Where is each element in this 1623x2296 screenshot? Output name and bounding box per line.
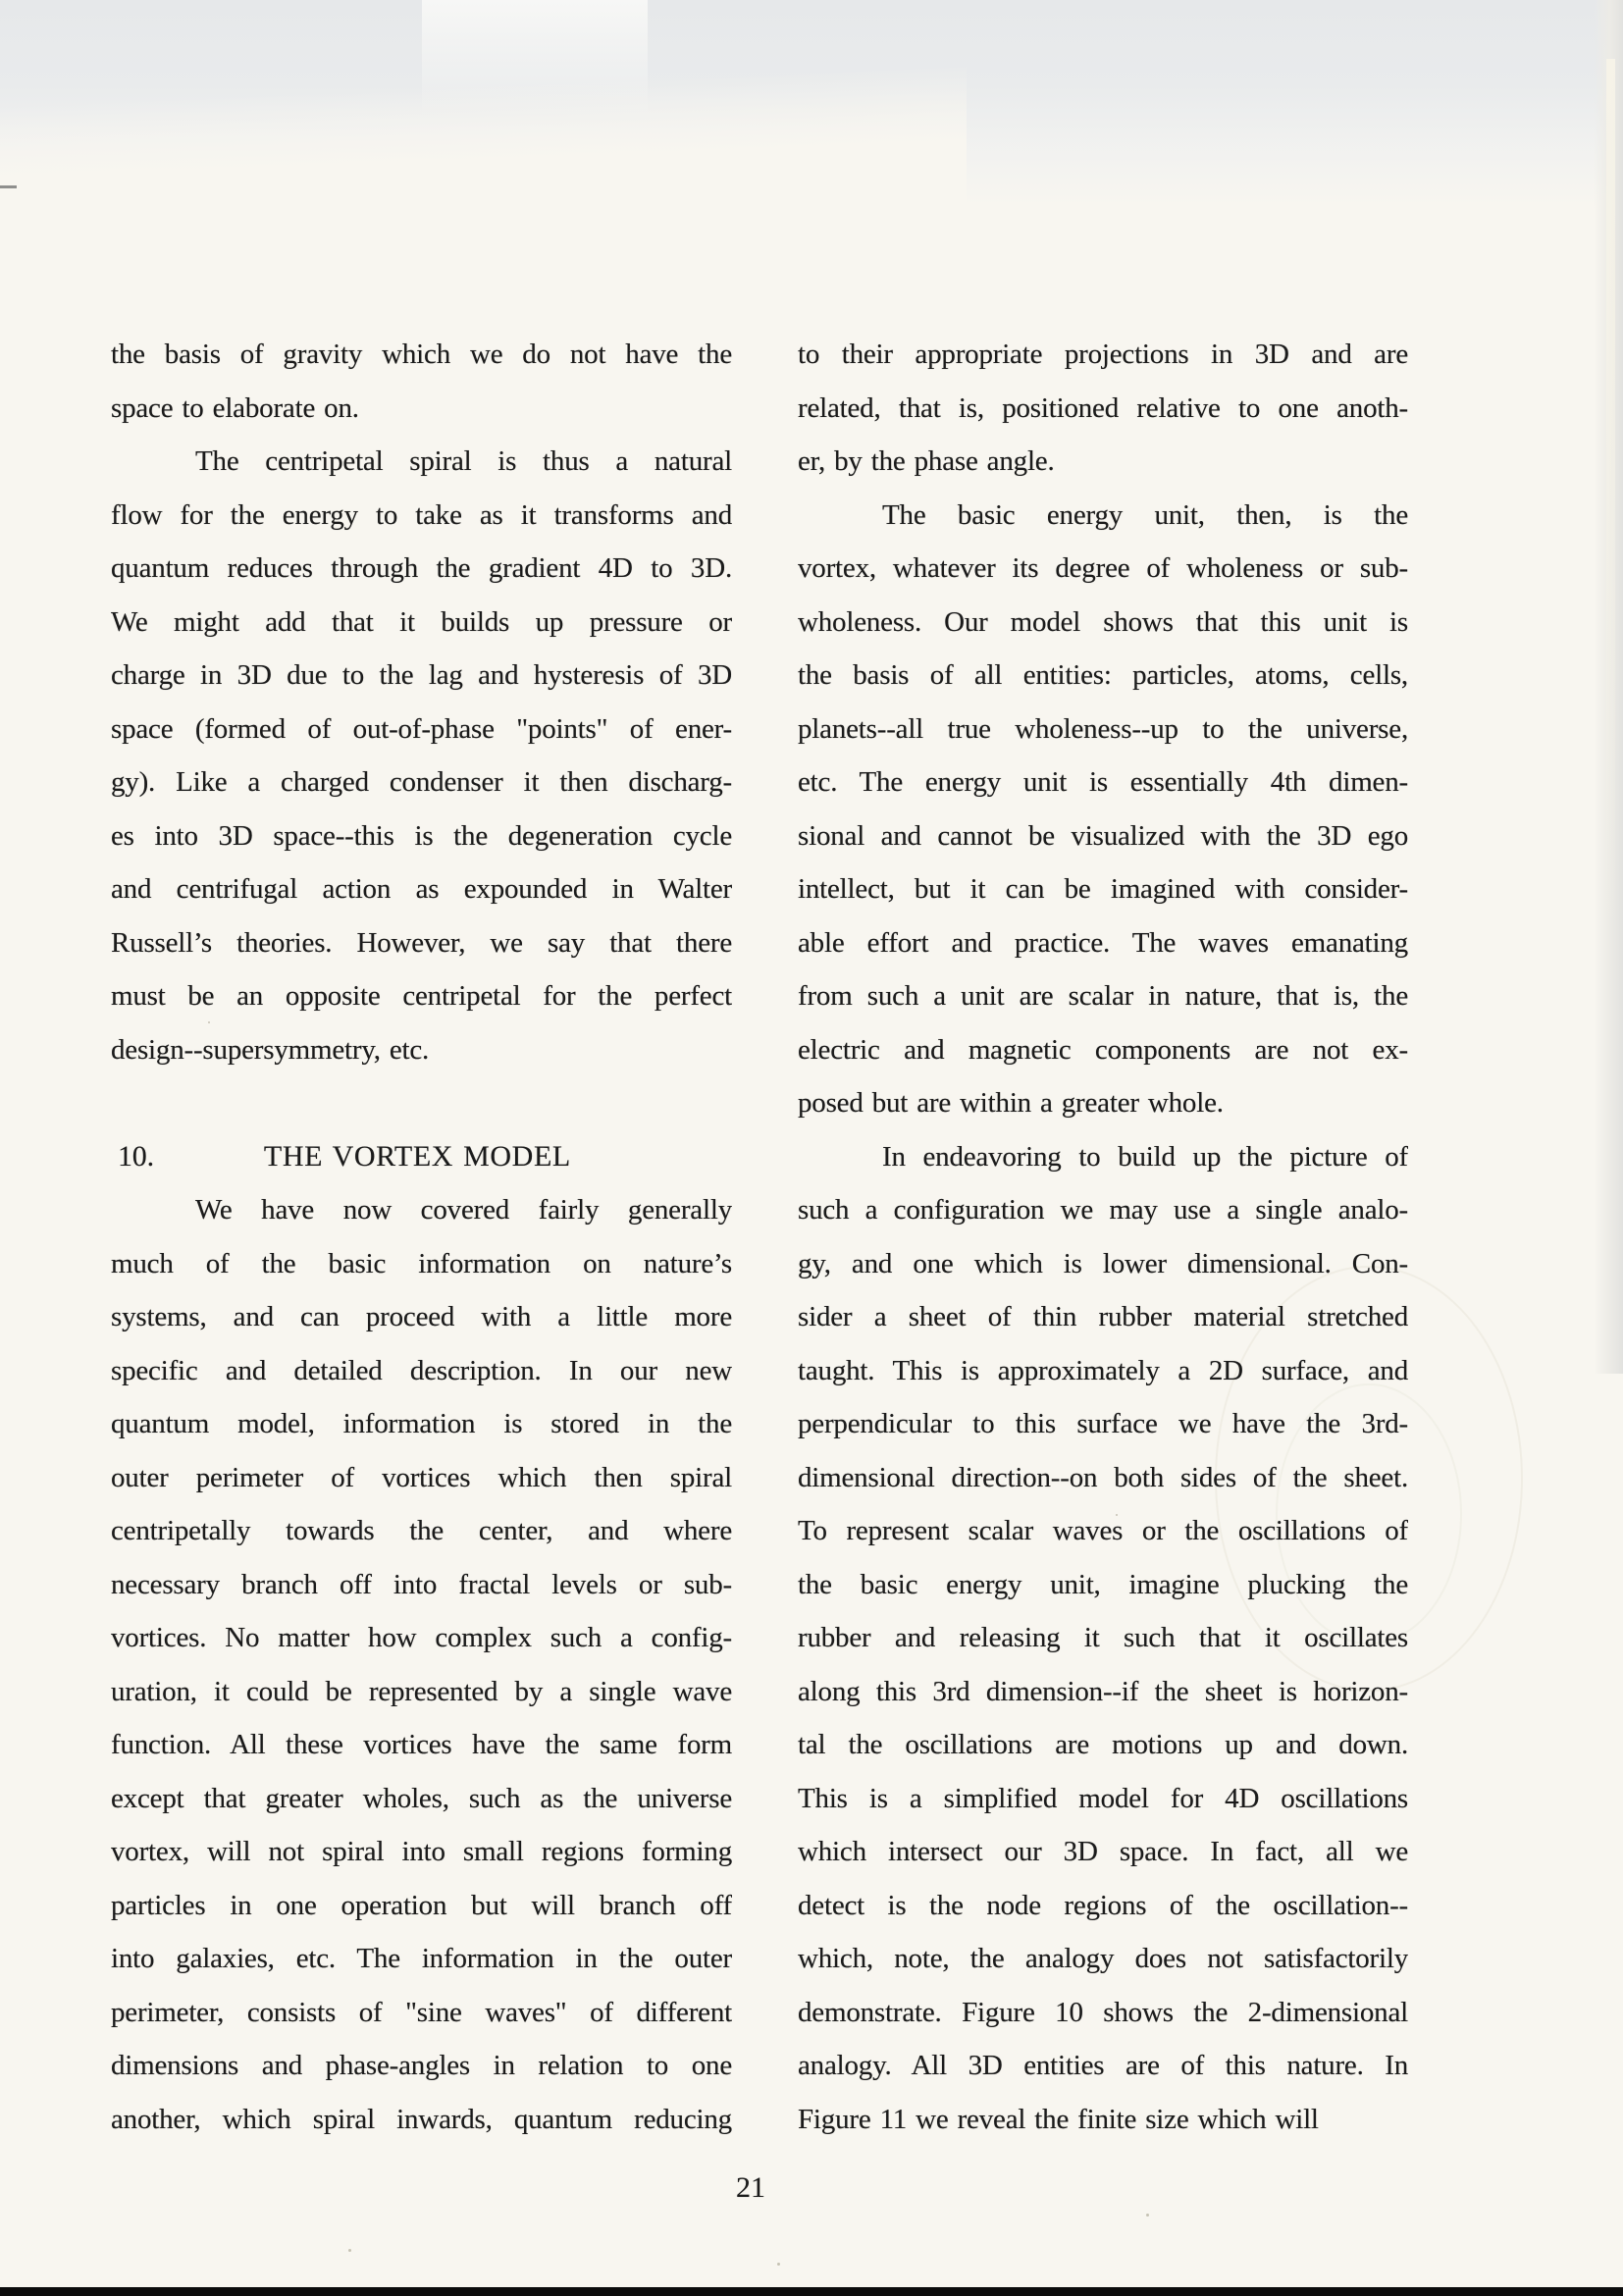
text-line: vortex, whatever its degree of wholeness or sub- [798, 552, 1408, 584]
text-line: tal the oscillations are motions up and down. [798, 1729, 1408, 1760]
text-line: dimensional direction--on both sides of the sheet. [798, 1461, 1408, 1493]
scan-artifact-edge-dash [0, 185, 17, 188]
text-line: space to elaborate on. [111, 391, 359, 424]
text-line: such a configuration we may use a single analo- [798, 1194, 1408, 1226]
text-line: posed but are within a greater whole. [798, 1087, 1224, 1119]
text-line: gy). Like a charged condenser it then discharg- [111, 766, 732, 798]
text-line: particles in one operation but will branch off [111, 1889, 732, 1921]
text-line: uration, it could be represented by a single wave [111, 1675, 732, 1707]
text-line: detect is the node regions of the oscillation-- [798, 1889, 1408, 1921]
text-line: We might add that it builds up pressure or [111, 605, 732, 638]
text-line: In endeavoring to build up the picture of [882, 1140, 1408, 1173]
text-line: except that greater wholes, such as the universe [111, 1782, 732, 1814]
text-line: vortex, will not spiral into small regions forming [111, 1836, 732, 1867]
text-line: able effort and practice. The waves emanating [798, 926, 1408, 959]
blank-line [111, 1076, 732, 1130]
text-line: Russell’s theories. However, we say that there [111, 926, 732, 959]
text-line: outer perimeter of vortices which then spiral [111, 1461, 732, 1493]
text-line: into galaxies, etc. The information in the outer [111, 1943, 732, 1974]
text-column-left [111, 328, 732, 2146]
text-line: vortices. No matter how complex such a config- [111, 1622, 732, 1653]
text-line: which, note, the analogy does not satisfactorily [798, 1943, 1408, 1974]
text-line: perimeter, consists of "sine waves" of different [111, 1996, 732, 2028]
scan-artifact-bottom-bar [0, 2287, 1623, 2296]
text-line: design--supersymmetry, etc. [111, 1033, 430, 1066]
text-line: centripetally towards the center, and where [111, 1515, 732, 1546]
text-line: and centrifugal action as expounded in Walter [111, 873, 732, 905]
text-line: intellect, but it can be imagined with consider- [798, 873, 1408, 905]
text-line: which intersect our 3D space. In fact, all we [798, 1836, 1408, 1867]
text-line: The centripetal spiral is thus a natural [195, 445, 732, 477]
text-line: specific and detailed description. In our new [111, 1354, 732, 1386]
text-line: quantum model, information is stored in the [111, 1408, 732, 1439]
text-line: This is a simplified model for 4D oscillations [798, 1782, 1408, 1814]
text-line: etc. The energy unit is essentially 4th dimen- [798, 766, 1408, 798]
text-line: to their appropriate projections in 3D and are [798, 339, 1408, 370]
text-line: dimensions and phase-angles in relation to one [111, 2050, 732, 2081]
text-line: systems, and can proceed with a little more [111, 1301, 732, 1332]
text-line: space (formed of out-of-phase "points" of ener- [111, 712, 732, 745]
text-line: electric and magnetic components are not ex- [798, 1033, 1408, 1066]
text-line: another, which spiral inwards, quantum reducing [111, 2103, 732, 2135]
scan-artifact-right-shadow [1594, 0, 1623, 1374]
text-line: perpendicular to this surface we have the 3rd- [798, 1408, 1408, 1439]
text-line: The basic energy unit, then, is the [882, 498, 1408, 531]
text-line: quantum reduces through the gradient 4D to 3D. [111, 552, 732, 584]
text-line: sider a sheet of thin rubber material stretched [798, 1301, 1408, 1332]
text-line: er, by the phase angle. [798, 445, 1055, 477]
text-line: related, that is, positioned relative to one anoth- [798, 391, 1408, 424]
text-line: the basis of gravity which we do not have the [111, 339, 732, 370]
text-line: planets--all true wholeness--up to the universe, [798, 712, 1408, 745]
text-line: necessary branch off into fractal levels or sub- [111, 1568, 732, 1600]
scan-artifact-top-shadow [0, 0, 1623, 226]
text-line: To represent scalar waves or the oscillations of [798, 1515, 1408, 1546]
text-line: Figure 11 we reveal the finite size which will [798, 2103, 1319, 2135]
text-line: must be an opposite centripetal for the perfect [111, 980, 732, 1012]
text-line: along this 3rd dimension--if the sheet is horizon- [798, 1675, 1408, 1707]
text-line: wholeness. Our model shows that this unit is [798, 605, 1408, 638]
text-line: the basis of all entities: particles, atoms, cells, [798, 659, 1408, 691]
text-line: flow for the energy to take as it transforms and [111, 498, 732, 531]
text-line: from such a unit are scalar in nature, that is, the [798, 980, 1408, 1012]
section-heading [111, 1130, 732, 1184]
text-line: charge in 3D due to the lag and hysteresis of 3D [111, 659, 732, 691]
scan-artifact-right-stripe [1606, 59, 1615, 942]
text-line: gy, and one which is lower dimensional. Con- [798, 1247, 1408, 1279]
text-line: es into 3D space--this is the degeneration cycle [111, 819, 732, 852]
scan-artifact-speck [777, 2263, 780, 2266]
text-line: demonstrate. Figure 10 shows the 2-dimensional [798, 1996, 1408, 2028]
text-line: much of the basic information on nature’s [111, 1247, 732, 1279]
text-line: function. All these vortices have the same form [111, 1729, 732, 1760]
text-line: taught. This is approximately a 2D surface, and [798, 1354, 1408, 1386]
text-line: analogy. All 3D entities are of this nature. In [798, 2050, 1408, 2081]
text-line: sional and cannot be visualized with the 3D ego [798, 819, 1408, 852]
section-number: 10. [118, 1139, 154, 1173]
text-line: rubber and releasing it such that it oscillates [798, 1622, 1408, 1653]
text-line: the basic energy unit, imagine plucking the [798, 1568, 1408, 1600]
scan-artifact-speck [1146, 2214, 1149, 2217]
page-number: 21 [736, 2171, 765, 2204]
section-title: THE VORTEX MODEL [263, 1139, 571, 1173]
text-line: We have now covered fairly generally [195, 1194, 732, 1226]
text-column-right [798, 328, 1408, 2146]
scan-artifact-speck [348, 2249, 351, 2252]
